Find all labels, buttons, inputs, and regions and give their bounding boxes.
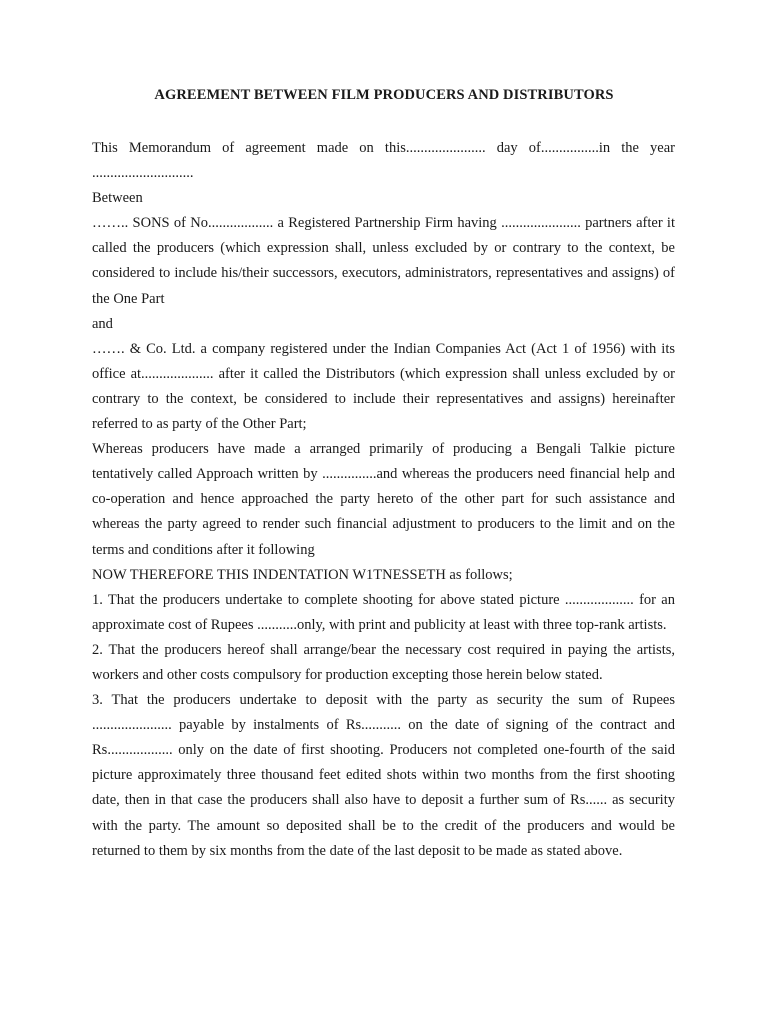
clause-2: 2. That the producers hereof shall arrange/bear the necessary cost required in paying the artists, workers and other costs compulsory for production excepting those herein below stated.: [92, 641, 675, 683]
paragraph-and: and: [92, 315, 113, 332]
paragraph-between: Between: [92, 190, 143, 207]
paragraph-first-party: …….. SONS of No.................. a Registered Partnership Firm having ...................... partners after it called the producers (which expression shall, unless excluded by or contrary to the context, be considered to include his/their successors, executors, administrators, representatives and assigns) of the One Part: [92, 215, 675, 307]
document-title: AGREEMENT BETWEEN FILM PRODUCERS AND DISTRIBUTORS: [154, 87, 614, 103]
paragraph-memorandum: This Memorandum of agreement made on this...................... day of................in the year ............................: [92, 140, 675, 182]
document-body: [92, 136, 675, 864]
clause-3: 3. That the producers undertake to deposit with the party as security the sum of Rupees ...................... payable by instalments of Rs........... on the date of signing of the contract and Rs.................. only on the date of first shooting. Producers not completed one-fourth of the said picture approximately three thousand feet edited shots within two months from the first shooting date, then in that case the producers shall also have to deposit a further sum of Rs...... as security with the party. The amount so deposited shall be to the credit of the producers and would be returned to them by six months from the date of the last deposit to be made as stated above.: [92, 692, 675, 859]
paragraph-witnesseth: NOW THEREFORE THIS INDENTATION W1TNESSETH as follows;: [92, 566, 513, 583]
paragraph-second-party: ……. & Co. Ltd. a company registered under the Indian Companies Act (Act 1 of 1956) with its office at.................... after it called the Distributors (which expression shall unless excluded by or contrary to the context, be considered to include their representatives and assigns) hereinafter referred to as party of the Other Part;: [92, 340, 675, 433]
clause-1: 1. That the producers undertake to complete shooting for above stated picture ................... for an approximate cost of Rupees ...........only, with print and publicity at least with three top-rank artists.: [92, 591, 675, 633]
paragraph-whereas: Whereas producers have made a arranged primarily of producing a Bengali Talkie picture tentatively called Approach written by ...............and whereas the producers need financial help and co-operation and hence approached the party hereto of the other part for such assistance and whereas the party agreed to render such financial adjustment to producers to the limit and on the terms and conditions after it following: [92, 441, 675, 558]
